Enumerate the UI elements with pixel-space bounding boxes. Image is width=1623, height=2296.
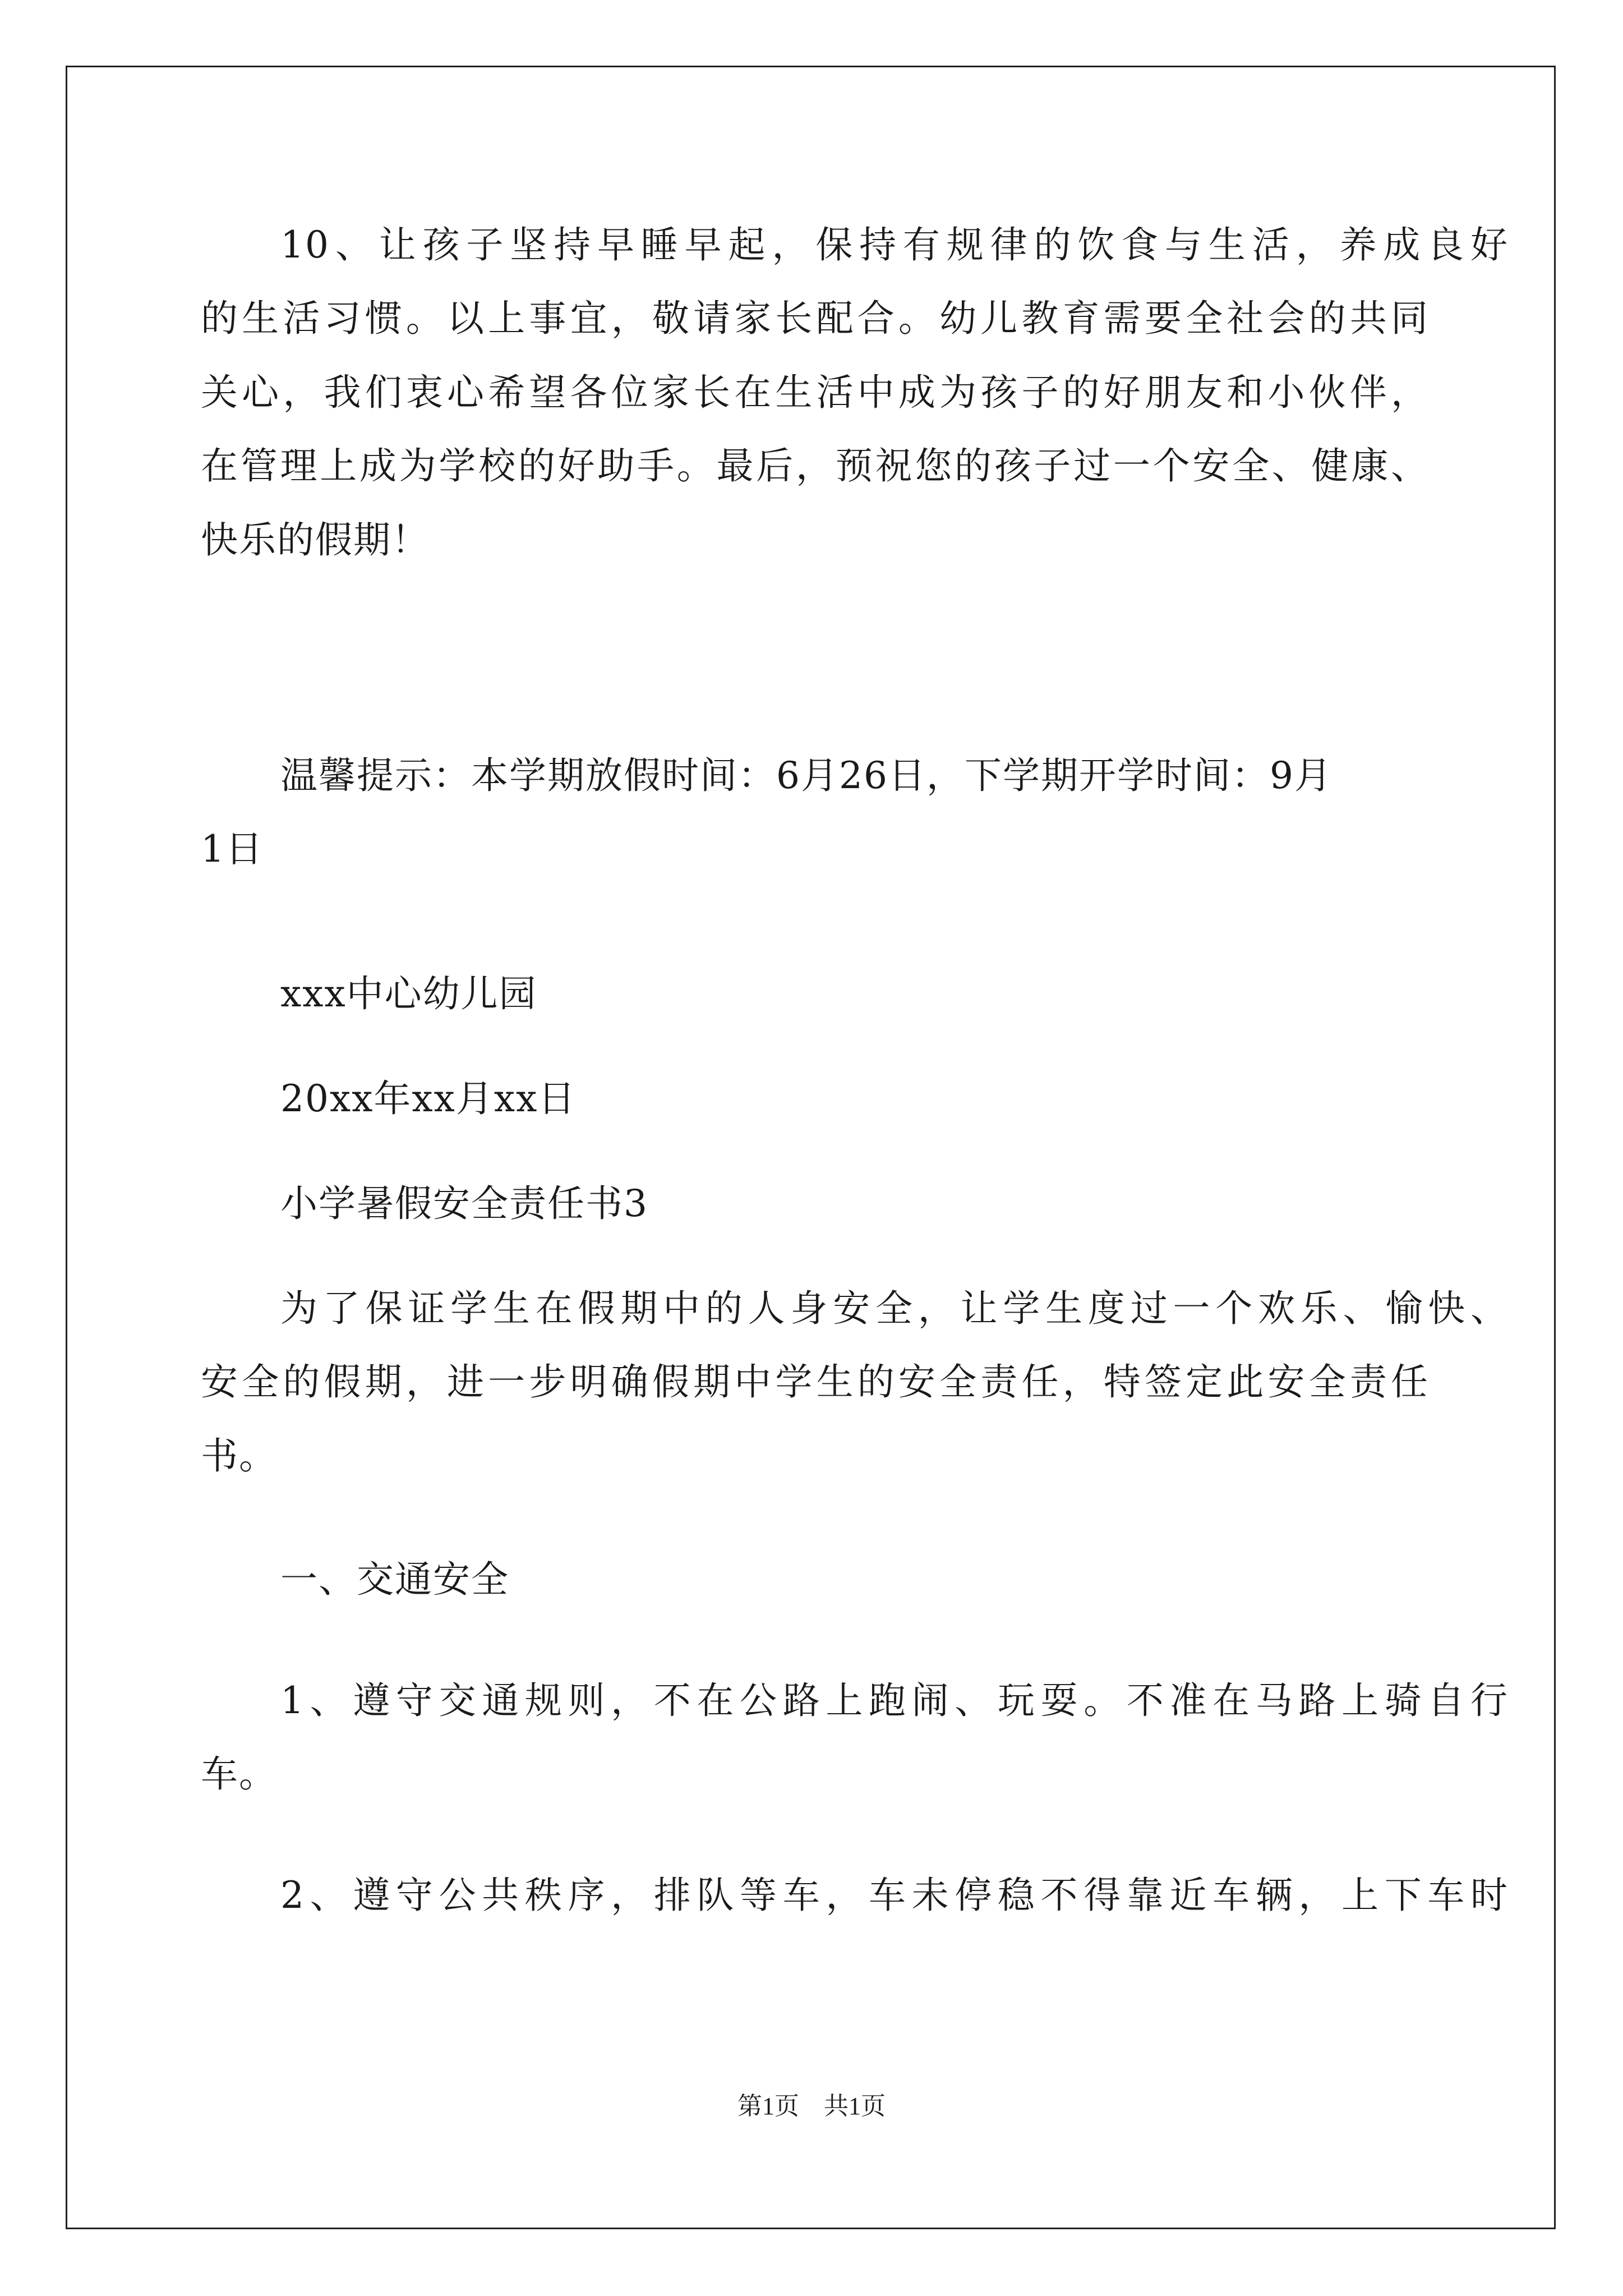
paragraph-line: 温馨提示：本学期放假时间：6月26日，下学期开学时间：9月 (280, 754, 1332, 797)
paragraph-line: 的生活习惯。以上事宜，敬请家长配合。幼儿教育需要全社会的共同 (201, 297, 1429, 340)
paragraph-line: 1、遵守交通规则，不在公路上跑闹、玩耍。不准在马路上骑自行 (280, 1679, 1509, 1722)
paragraph-line: 快乐的假期！ (201, 518, 430, 562)
date-line: 20xx年xx月xx日 (280, 1077, 577, 1120)
page-number-footer: 第1页 共1页 (737, 2092, 886, 2120)
paragraph-line: 1日 (201, 827, 264, 871)
paragraph-line: 车。 (201, 1752, 277, 1796)
signature-line: xxx中心幼儿园 (280, 972, 537, 1015)
section-title: 小学暑假安全责任书3 (280, 1182, 648, 1225)
paragraph-line: 书。 (201, 1434, 277, 1478)
section-heading: 一、交通安全 (280, 1558, 509, 1601)
paragraph-line: 安全的假期，进一步明确假期中学生的安全责任，特签定此安全责任 (201, 1360, 1429, 1404)
paragraph-line: 为了保证学生在假期中的人身安全，让学生度过一个欢乐、愉快、 (280, 1287, 1509, 1330)
paragraph-line: 在管理上成为学校的好助手。最后，预祝您的孩子过一个安全、健康、 (201, 444, 1429, 487)
paragraph-line: 2、遵守公共秩序，排队等车，车未停稳不得靠近车辆，上下车时 (280, 1874, 1509, 1917)
paragraph-line: 10、让孩子坚持早睡早起，保持有规律的饮食与生活，养成良好 (280, 223, 1509, 266)
paragraph-line: 关心，我们衷心希望各位家长在生活中成为孩子的好朋友和小伙伴， (201, 371, 1429, 414)
